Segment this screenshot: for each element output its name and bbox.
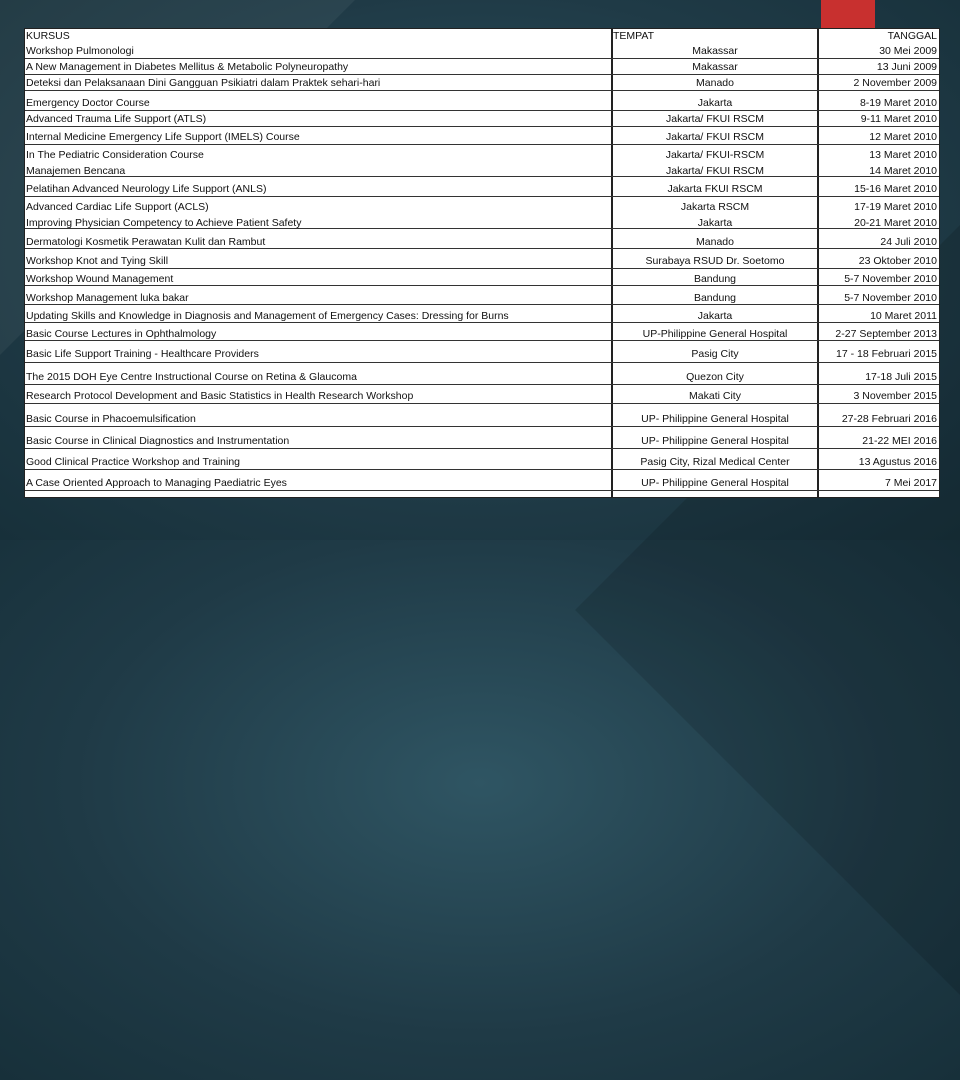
place-cell: Bandung <box>693 273 737 285</box>
row-divider <box>25 285 939 286</box>
row-divider <box>25 362 939 363</box>
course-cell: Deteksi dan Pelaksanaan Dini Gangguan Psikiatri dalam Praktek sehari-hari <box>26 77 381 89</box>
row-divider <box>25 74 939 75</box>
place-cell: Quezon City <box>686 371 744 383</box>
row-divider <box>25 268 939 269</box>
place-cell: Jakarta/ FKUI RSCM <box>665 131 765 143</box>
course-cell: Basic Life Support Training - Healthcare Providers <box>26 348 259 360</box>
course-cell: Workshop Wound Management <box>26 273 174 285</box>
date-cell: 2-27 September 2013 <box>835 328 937 340</box>
date-cell: 17-19 Maret 2010 <box>854 201 937 213</box>
place-cell: Jakarta FKUI RSCM <box>667 183 763 195</box>
row-divider <box>25 469 939 470</box>
date-cell: 9-11 Maret 2010 <box>860 113 937 125</box>
place-cell: UP- Philippine General Hospital <box>641 435 789 447</box>
date-cell: 30 Mei 2009 <box>879 45 937 57</box>
course-cell: Emergency Doctor Course <box>26 97 150 109</box>
header-course: KURSUS <box>26 30 70 42</box>
course-cell: Workshop Pulmonologi <box>26 45 134 57</box>
place-cell: UP- Philippine General Hospital <box>641 477 789 489</box>
course-cell: Advanced Cardiac Life Support (ACLS) <box>26 201 209 213</box>
place-cell: UP- Philippine General Hospital <box>641 413 789 425</box>
date-cell: 5-7 November 2010 <box>844 273 937 285</box>
course-cell: Improving Physician Competency to Achieve Patient Safety <box>26 217 302 229</box>
course-cell: Dermatologi Kosmetik Perawatan Kulit dan Rambut <box>26 236 266 248</box>
place-cell: Jakarta/ FKUI RSCM <box>665 165 765 177</box>
date-cell: 13 Maret 2010 <box>869 149 937 161</box>
place-cell: Jakarta/ FKUI-RSCM <box>665 149 765 161</box>
row-divider <box>25 196 939 197</box>
course-cell: The 2015 DOH Eye Centre Instructional Course on Retina & Glaucoma <box>26 371 357 383</box>
place-cell: Jakarta <box>697 97 733 109</box>
place-cell: Manado <box>696 236 734 248</box>
place-cell: Jakarta <box>697 217 733 229</box>
header-date: TANGGAL <box>887 30 937 42</box>
date-cell: 13 Agustus 2016 <box>858 456 937 468</box>
date-cell: 20-21 Maret 2010 <box>854 217 937 229</box>
course-cell: A Case Oriented Approach to Managing Paediatric Eyes <box>26 477 287 489</box>
date-cell: 27-28 Februari 2016 <box>841 413 937 425</box>
course-cell: Workshop Management luka bakar <box>26 292 189 304</box>
row-divider <box>25 110 939 111</box>
row-divider <box>25 448 939 449</box>
place-cell: Pasig City, Rizal Medical Center <box>640 456 790 468</box>
place-cell: Pasig City <box>691 348 739 360</box>
date-cell: 17 - 18 Februari 2015 <box>836 348 937 360</box>
place-cell: UP-Philippine General Hospital <box>642 328 788 340</box>
course-cell: A New Management in Diabetes Mellitus & Metabolic Polyneuropathy <box>26 61 349 73</box>
course-cell: Internal Medicine Emergency Life Support (IMELS) Course <box>26 131 300 143</box>
date-cell: 17-18 Juli 2015 <box>865 371 937 383</box>
row-divider <box>25 126 939 127</box>
date-cell: 12 Maret 2010 <box>869 131 937 143</box>
date-cell: 2 November 2009 <box>853 77 937 89</box>
course-cell: Advanced Trauma Life Support (ATLS) <box>26 113 207 125</box>
date-cell: 7 Mei 2017 <box>885 477 937 489</box>
date-cell: 3 November 2015 <box>853 390 937 402</box>
course-cell: Research Protocol Development and Basic Statistics in Health Research Workshop <box>26 390 414 402</box>
row-divider <box>25 304 939 305</box>
date-cell: 10 Maret 2011 <box>870 310 937 322</box>
place-cell: Makassar <box>692 45 738 57</box>
course-cell: Workshop Knot and Tying Skill <box>26 255 169 267</box>
course-cell: Basic Course Lectures in Ophthalmology <box>26 328 217 340</box>
red-accent-tab <box>821 0 875 28</box>
place-cell: Bandung <box>693 292 737 304</box>
course-cell: Basic Course in Phacoemulsification <box>26 413 196 425</box>
course-cell: Manajemen Bencana <box>26 165 126 177</box>
date-cell: 24 Juli 2010 <box>880 236 937 248</box>
place-cell: Jakarta/ FKUI RSCM <box>665 113 765 125</box>
date-cell: 5-7 November 2010 <box>844 292 937 304</box>
row-divider <box>25 58 939 59</box>
header-place: TEMPAT <box>613 30 655 42</box>
date-cell: 8-19 Maret 2010 <box>859 97 937 109</box>
row-divider <box>25 90 939 91</box>
row-divider <box>25 384 939 385</box>
row-divider <box>25 340 939 341</box>
course-cell: In The Pediatric Consideration Course <box>26 149 204 161</box>
place-cell: Makati City <box>689 390 741 402</box>
row-divider <box>25 490 939 491</box>
row-divider <box>25 322 939 323</box>
place-cell: Makassar <box>692 61 738 73</box>
row-divider <box>25 144 939 145</box>
course-cell: Pelatihan Advanced Neurology Life Support (ANLS) <box>26 183 267 195</box>
course-cell: Good Clinical Practice Workshop and Training <box>26 456 240 468</box>
date-cell: 23 Oktober 2010 <box>858 255 937 267</box>
place-cell: Jakarta RSCM <box>680 201 750 213</box>
row-divider <box>25 426 939 427</box>
date-cell: 14 Maret 2010 <box>869 165 937 177</box>
course-cell: Basic Course in Clinical Diagnostics and Instrumentation <box>26 435 290 447</box>
date-cell: 21-22 MEI 2016 <box>862 435 937 447</box>
course-table <box>24 28 940 498</box>
place-cell: Surabaya RSUD Dr. Soetomo <box>645 255 785 267</box>
place-cell: Jakarta <box>697 310 733 322</box>
place-cell: Manado <box>696 77 734 89</box>
course-cell: Updating Skills and Knowledge in Diagnosis and Management of Emergency Cases: Dressing for Burns <box>26 310 509 322</box>
row-divider <box>25 248 939 249</box>
date-cell: 13 Juni 2009 <box>876 61 937 73</box>
date-cell: 15-16 Maret 2010 <box>854 183 937 195</box>
row-divider <box>25 403 939 404</box>
